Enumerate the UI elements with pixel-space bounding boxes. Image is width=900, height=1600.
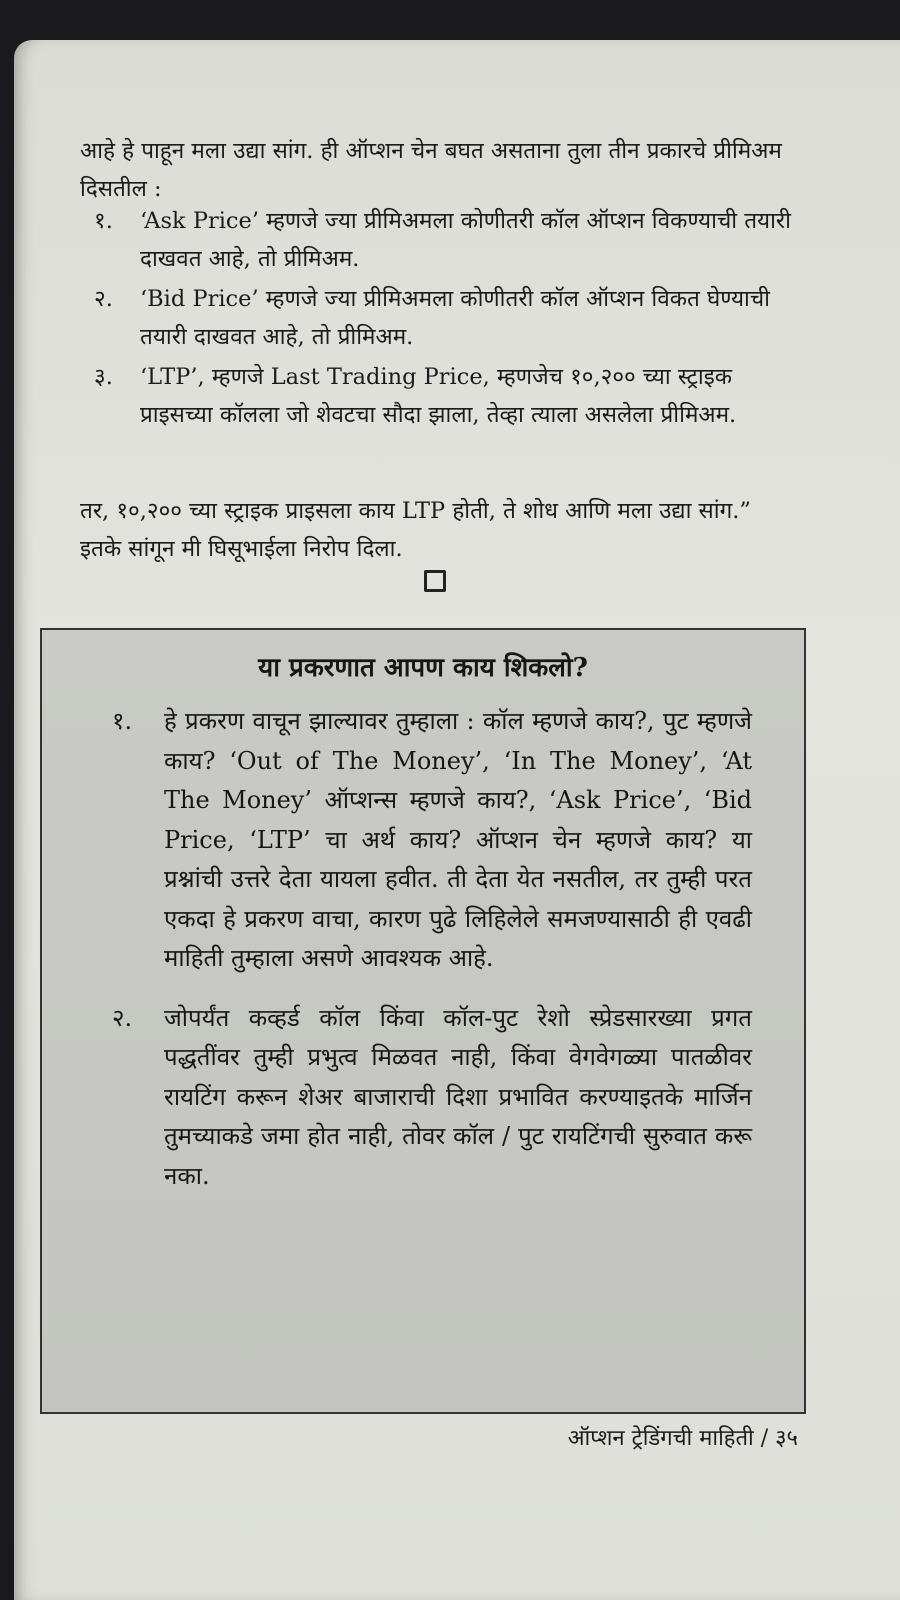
list-item-ask-price <box>94 202 794 278</box>
summary-text: हे प्रकरण वाचून झाल्यावर तुम्हाला : कॉल म्हणजे काय?, पुट म्हणजे काय? ‘Out of The Money’, ‘In The Money’, ‘At The Money’ ऑप्शन्स म्हणजे काय?, ‘Ask Price’, ‘Bid Price, ‘LTP’ चा अर्थ काय? ऑप्शन चेन म्हणजे काय? या प्रश्नांची उत्तरे देता यायला हवीत. ती देता येत नसतील, तर तुम्ही परत एकदा हे प्रकरण वाचा, कारण पुढे लिहिलेले समजण्यासाठी ही एवढी माहिती तुम्हाला असणे आवश्यक आहे. <box>164 707 752 972</box>
summary-item-2 <box>112 999 752 1197</box>
section-end-square-icon <box>424 570 446 592</box>
list-text: ‘Bid Price’ म्हणजे ज्या प्रीमिअमला कोणीतरी कॉल ऑप्शन विकत घेण्याची तयारी दाखवत आहे, तो प्रीमिअम. <box>140 286 770 350</box>
summary-list <box>112 702 752 1196</box>
summary-number: १. <box>112 707 133 735</box>
list-item-bid-price <box>94 280 794 356</box>
intro-paragraph: आहे हे पाहून मला उद्या सांग. ही ऑप्शन चेन बघत असताना तुला तीन प्रकारचे प्रीमिअम दिसतील : <box>80 138 782 202</box>
summary-box-title: या प्रकरणात आपण काय शिकलो? <box>258 653 588 683</box>
list-number: १. <box>94 208 113 234</box>
list-text: ‘LTP’, म्हणजे Last Trading Price, म्हणजेच १०,२०० च्या स्ट्राइक प्राइसच्या कॉलला जो शेवटचा सौदा झाला, तेव्हा त्याला असलेला प्रीमिअम. <box>140 364 737 428</box>
summary-number: २. <box>112 1003 133 1032</box>
book-page <box>14 40 900 1600</box>
list-number: २. <box>94 286 113 312</box>
page-footer: ऑप्शन ट्रेडिंगची माहिती / ३५ <box>567 1426 798 1451</box>
closing-paragraph: तर, १०,२०० च्या स्ट्राइक प्राइसला काय LTP होती, ते शोध आणि मला उद्या सांग.” इतके सांगून मी घिसूभाईला निरोप दिला. <box>80 498 751 562</box>
summary-text: जोपर्यंत कव्हर्ड कॉल किंवा कॉल-पुट रेशो स्प्रेडसारख्या प्रगत पद्धतींवर तुम्ही प्रभुत्व मिळवत नाही, किंवा वेगवेगळ्या पातळीवर रायटिंग करून शेअर बाजाराची दिशा प्रभावित करण्याइतके मार्जिन तुमच्याकडे जमा होत नाही, तोवर कॉल / पुट रायटिंगची सुरुवात करू नका. <box>164 1003 752 1190</box>
list-number: ३. <box>94 364 113 390</box>
list-item-ltp <box>94 358 794 434</box>
list-text: ‘Ask Price’ म्हणजे ज्या प्रीमिअमला कोणीतरी कॉल ऑप्शन विकण्याची तयारी दाखवत आहे, तो प्रीमिअम. <box>140 208 791 272</box>
summary-item-1 <box>112 702 752 979</box>
summary-box <box>40 628 806 1414</box>
